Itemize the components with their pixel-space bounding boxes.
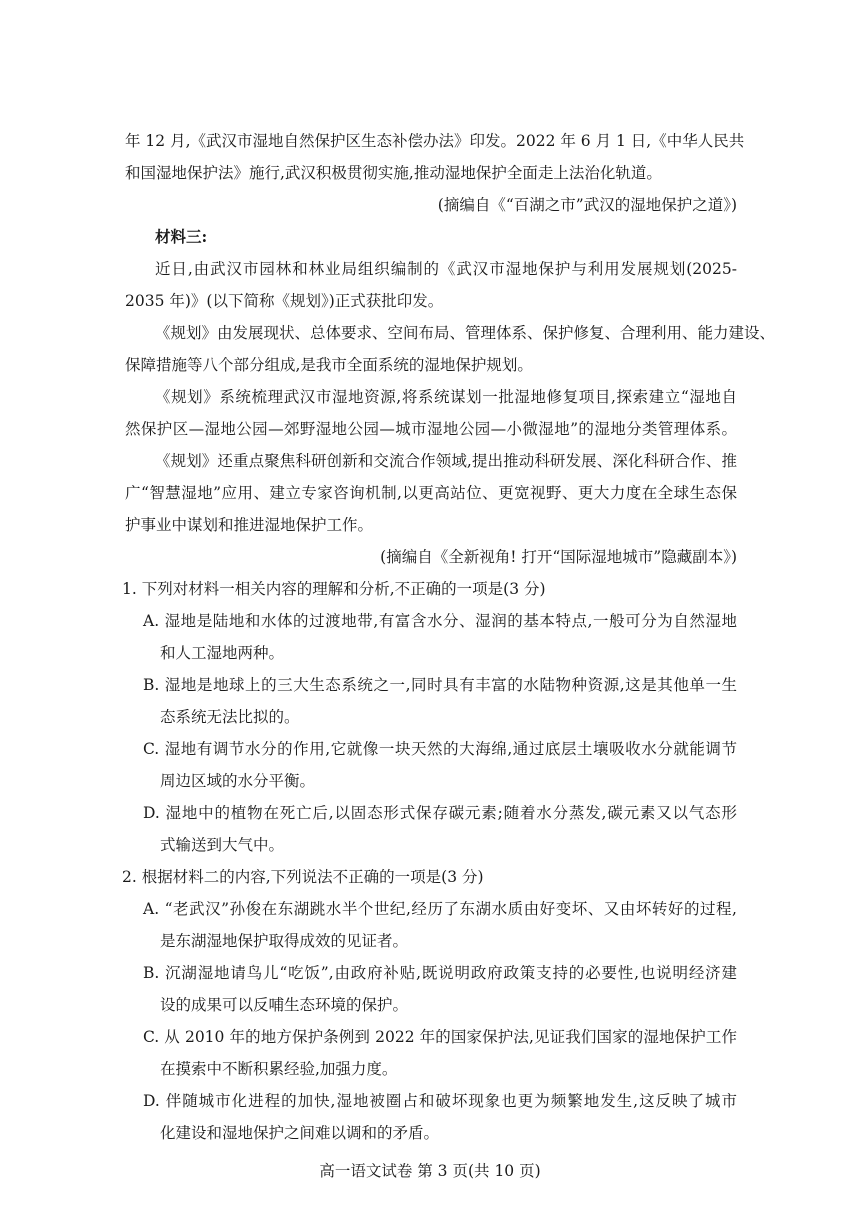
question-2-stem: 2. 根据材料二的内容,下列说法不正确的一项是(3 分): [122, 868, 484, 886]
question-1-stem: 1. 下列对材料一相关内容的理解和分析,不正确的一项是(3 分): [122, 580, 546, 598]
material2-line: 年 12 月,《武汉市湿地自然保护区生态补偿办法》印发。2022 年 6 月 1 日,《中华人民共: [125, 132, 745, 150]
question-1-option-a: A. 湿地是陆地和水体的过渡地带,有富含水分、湿润的基本特点,一般可分为自然湿地: [143, 612, 737, 630]
question-1-option-b: B. 湿地是地球上的三大生态系统之一,同时具有丰富的水陆物种资源,这是其他单一生: [143, 676, 737, 694]
question-1-option-d-cont: 式输送到大气中。: [160, 836, 285, 854]
material3-paragraph-line: 2035 年)》(以下简称《规划》)正式获批印发。: [125, 292, 444, 310]
question-1-option-a-cont: 和人工湿地两种。: [160, 644, 285, 662]
page-footer: 高一语文试卷 第 3 页(共 10 页): [319, 1162, 541, 1180]
question-1-option-b-cont: 态系统无法比拟的。: [160, 708, 300, 726]
question-2-option-b: B. 沉湖湿地请鸟儿“吃饭”,由政府补贴,既说明政府政策支持的必要性,也说明经济建: [143, 964, 737, 982]
question-2-option-a: A. “老武汉”孙俊在东湖跳水半个世纪,经历了东湖水质由好变坏、又由坏转好的过程,: [143, 900, 737, 918]
question-2-option-b-cont: 设的成果可以反哺生态环境的保护。: [160, 996, 409, 1014]
question-1-option-d: D. 湿地中的植物在死亡后,以固态形式保存碳元素;随着水分蒸发,碳元素又以气态形: [143, 804, 737, 822]
question-2-option-c: C. 从 2010 年的地方保护条例到 2022 年的国家保护法,见证我们国家的湿地保护工作: [143, 1028, 737, 1046]
question-2-option-a-cont: 是东湖湿地保护取得成效的见证者。: [160, 932, 409, 950]
material2-source: (摘编自《“百湖之市”武汉的湿地保护之道》): [437, 196, 737, 214]
material3-paragraph-line: 然保护区—湿地公园—郊野湿地公园—城市湿地公园—小微湿地”的湿地分类管理体系。: [125, 420, 737, 438]
material3-paragraph-line: 护事业中谋划和推进湿地保护工作。: [125, 516, 374, 534]
material2-line: 和国湿地保护法》施行,武汉积极贯彻实施,推动湿地保护全面走上法治化轨道。: [125, 164, 662, 182]
material3-paragraph-line: 近日,由武汉市园林和林业局组织编制的《武汉市湿地保护与利用发展规划(2025-: [155, 260, 737, 278]
question-2-option-d-cont: 化建设和湿地保护之间难以调和的矛盾。: [160, 1124, 440, 1142]
question-2-option-d: D. 伴随城市化进程的加快,湿地被圈占和破坏现象也更为频繁地发生,这反映了城市: [143, 1092, 737, 1110]
material3-paragraph-line: 保障措施等八个部分组成,是我市全面系统的湿地保护规划。: [125, 356, 533, 374]
material3-paragraph-line: 《规划》由发展现状、总体要求、空间布局、管理体系、保护修复、合理利用、能力建设、: [155, 324, 776, 342]
material3-paragraph-line: 《规划》系统梳理武汉市湿地资源,将系统谋划一批湿地修复项目,探索建立“湿地自: [155, 388, 737, 406]
material3-paragraph-line: 广“智慧湿地”应用、建立专家咨询机制,以更高站位、更宽视野、更大力度在全球生态保: [125, 484, 737, 502]
question-1-option-c-cont: 周边区域的水分平衡。: [160, 772, 316, 790]
material3-source: (摘编自《全新视角! 打开“国际湿地城市”隐藏副本》): [380, 548, 737, 566]
material3-paragraph-line: 《规划》还重点聚焦科研创新和交流合作领域,提出推动科研发展、深化科研合作、推: [155, 452, 737, 470]
question-1-option-c: C. 湿地有调节水分的作用,它就像一块天然的大海绵,通过底层土壤吸收水分就能调节: [143, 740, 737, 758]
question-2-option-c-cont: 在摸索中不断积累经验,加强力度。: [160, 1060, 398, 1078]
material3-heading: 材料三:: [155, 227, 208, 246]
